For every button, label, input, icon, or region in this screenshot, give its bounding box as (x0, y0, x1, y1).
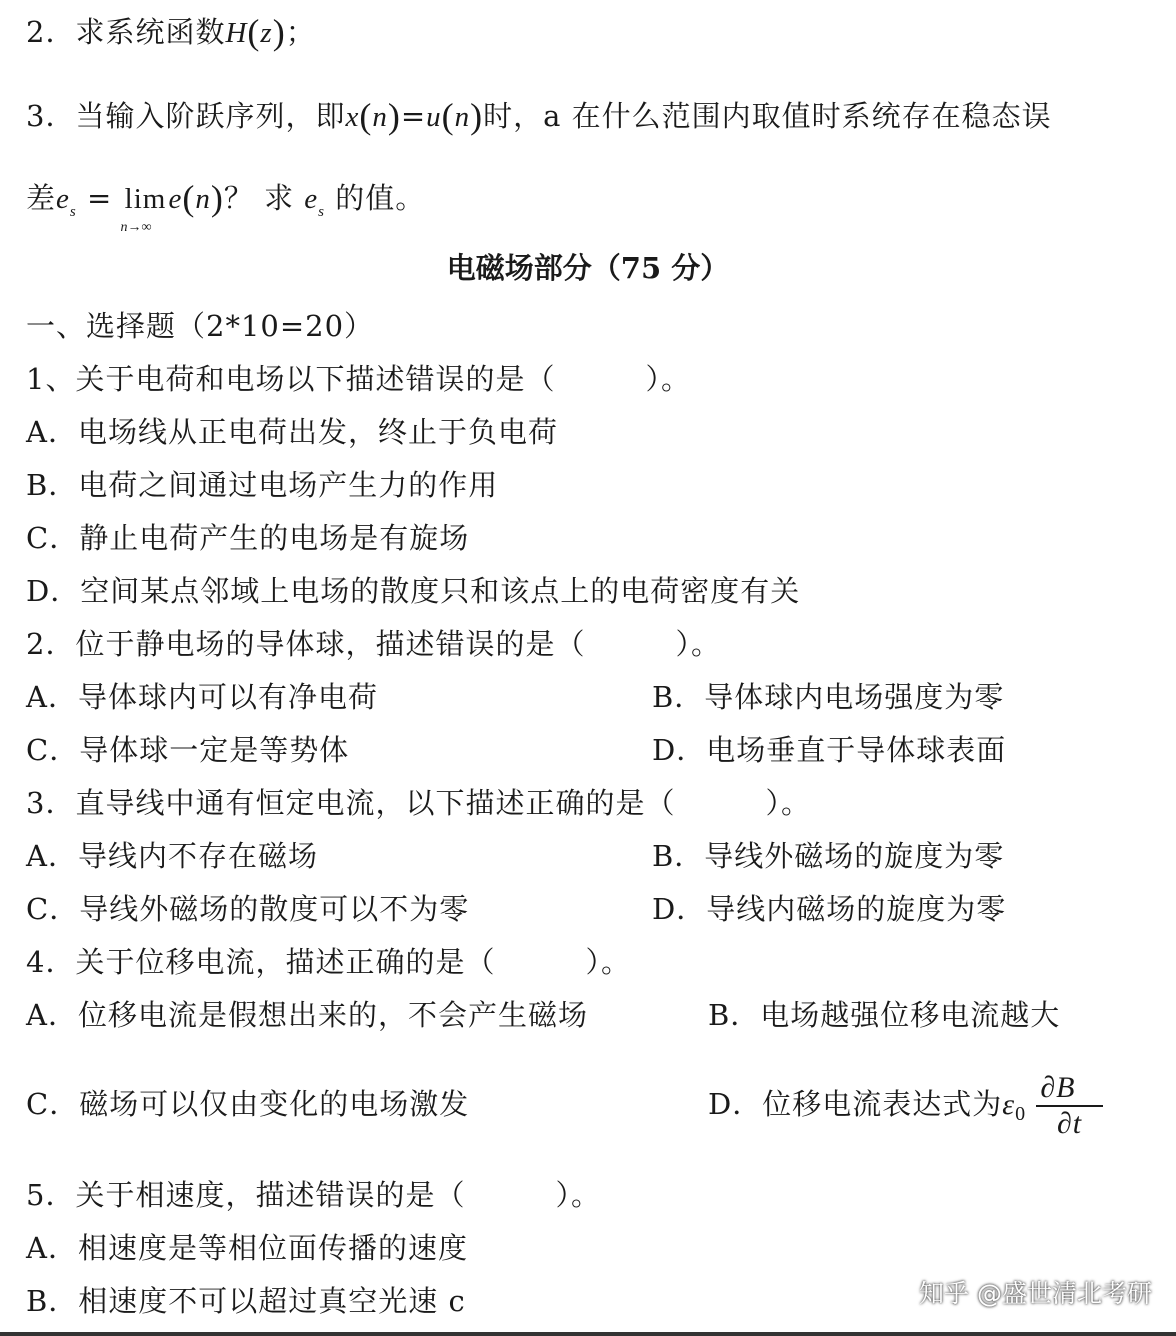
question-1-option-d: D．空间某点邻域上电场的散度只和该点上的电荷密度有关 (26, 574, 801, 608)
limit-operator: lim n→∞ (120, 183, 167, 235)
section-heading: 电磁场部分（75 分） (446, 251, 730, 285)
question-2-stem: 2．位于静电场的导体球，描述错误的是（ ）。 (26, 627, 721, 661)
question-3-option-a: A．导线内不存在磁场 (26, 839, 318, 873)
question-4-option-d: D．位移电流表达式为$\varepsilon_0$ $\frac{\partial B⃗}{\partial t}$ (708, 1068, 1103, 1144)
question-5-option-b: B．相速度不可以超过真空光速 c (26, 1284, 466, 1318)
question-1-option-b: B．电荷之间通过电场产生力的作用 (26, 468, 499, 502)
question-4-option-b: B．电场越强位移电流越大 (708, 998, 1061, 1032)
question-2-option-b: B．导体球内电场强度为零 (652, 680, 1005, 714)
question-1-option-a: A．电场线从正电荷出发，终止于负电荷 (26, 415, 558, 449)
signal-q2: 2．求系统函数H(z)； (26, 12, 316, 52)
question-5-option-a: A．相速度是等相位面传播的速度 (26, 1231, 468, 1265)
question-5-stem: 5．关于相速度，描述错误的是（ ）。 (26, 1178, 601, 1212)
question-3-option-b: B．导线外磁场的旋度为零 (652, 839, 1005, 873)
question-4-option-a: A．位移电流是假想出来的，不会产生磁场 (26, 998, 588, 1032)
question-2-option-a: A．导体球内可以有净电荷 (26, 680, 378, 714)
question-4-stem: 4．关于位移电流，描述正确的是（ ）。 (26, 945, 631, 979)
question-4-option-c: C．磁场可以仅由变化的电场激发 (26, 1087, 470, 1121)
watermark: 知乎 @盛世清北考研 (919, 1279, 1152, 1308)
displacement-current-fraction: $\frac{\partial B⃗}{\partial t}$ (1036, 1071, 1102, 1141)
question-3-stem: 3．直导线中通有恒定电流，以下描述正确的是（ ）。 (26, 786, 811, 820)
signal-q3-line1: 3．当输入阶跃序列，即x(n)=u(n)时，a 在什么范围内取值时系统存在稳态误 (26, 96, 1052, 136)
question-1-option-c: C．静止电荷产生的电场是有旋场 (26, 521, 470, 555)
part-title: 一、选择题（2*10=20） (26, 309, 375, 343)
signal-q3-line2: 差$e_s = \lim$ n→∞ e(n)？ 求 $e_s$ 的值。 (26, 178, 426, 235)
question-3-option-d: D．导线内磁场的旋度为零 (652, 892, 1007, 926)
question-2-option-d: D．电场垂直于导体球表面 (652, 733, 1007, 767)
question-2-option-c: C．导体球一定是等势体 (26, 733, 350, 767)
question-3-option-c: C．导线外磁场的散度可以不为零 (26, 892, 470, 926)
question-1-stem: 1、关于电荷和电场以下描述错误的是（ ）。 (26, 362, 691, 396)
bottom-rule (0, 1332, 1176, 1336)
